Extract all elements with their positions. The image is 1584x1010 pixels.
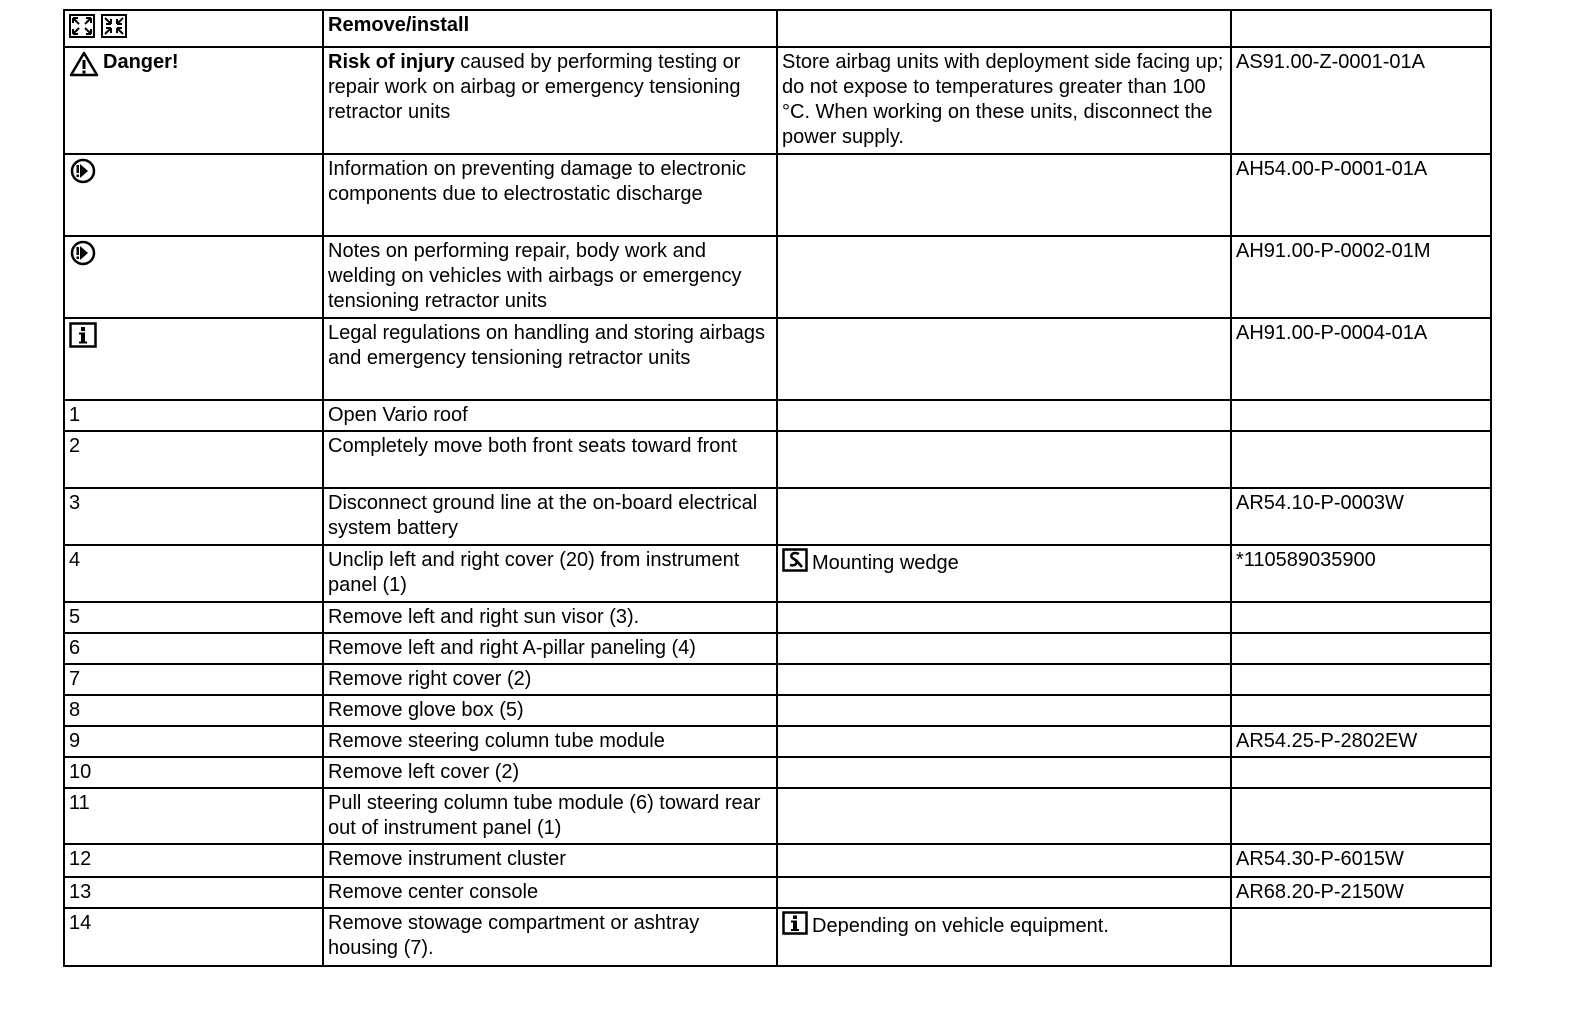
step-number: 5 bbox=[64, 602, 323, 633]
step-ref bbox=[1231, 602, 1491, 633]
step-text: Pull steering column tube module (6) toward rear out of instrument panel (1) bbox=[323, 788, 777, 844]
danger-text-bold: Risk of injury bbox=[328, 51, 455, 73]
step-ref bbox=[1231, 908, 1491, 966]
step-row bbox=[64, 400, 1491, 431]
step-remark bbox=[777, 757, 1231, 788]
step-row bbox=[64, 788, 1491, 844]
danger-row bbox=[64, 47, 1491, 154]
notice-ref: AH91.00-P-0002-01M bbox=[1231, 236, 1491, 318]
step-number: 3 bbox=[64, 488, 323, 545]
step-ref bbox=[1231, 400, 1491, 431]
warning-triangle-icon bbox=[69, 51, 99, 84]
step-remark bbox=[777, 664, 1231, 695]
step-number: 2 bbox=[64, 431, 323, 488]
step-ref bbox=[1231, 431, 1491, 488]
header-title: Remove/install bbox=[323, 10, 777, 47]
notice-remark bbox=[777, 154, 1231, 236]
step-row bbox=[64, 633, 1491, 664]
notice-row bbox=[64, 154, 1491, 236]
step-remark bbox=[777, 431, 1231, 488]
info-remark bbox=[777, 318, 1231, 400]
step-row bbox=[64, 844, 1491, 877]
step-ref: AR54.10-P-0003W bbox=[1231, 488, 1491, 545]
step-row bbox=[64, 877, 1491, 908]
step-ref: *110589035900 bbox=[1231, 545, 1491, 602]
step-number: 7 bbox=[64, 664, 323, 695]
step-text: Remove right cover (2) bbox=[323, 664, 777, 695]
remove-icon bbox=[69, 14, 95, 45]
notice-text: Information on preventing damage to electronic components due to electrostatic discharge bbox=[323, 154, 777, 236]
step-remark bbox=[777, 400, 1231, 431]
notice-remark bbox=[777, 236, 1231, 318]
step-row bbox=[64, 695, 1491, 726]
step-row bbox=[64, 431, 1491, 488]
step-row bbox=[64, 726, 1491, 757]
step-remark-cell bbox=[777, 908, 1231, 966]
step-text: Remove left cover (2) bbox=[323, 757, 777, 788]
step-text: Remove steering column tube module bbox=[323, 726, 777, 757]
danger-ref: AS91.00-Z-0001-01A bbox=[1231, 47, 1491, 154]
notice-icon bbox=[69, 158, 97, 191]
step-text: Remove instrument cluster bbox=[323, 844, 777, 877]
header-remark-cell bbox=[777, 10, 1231, 47]
notice-row bbox=[64, 236, 1491, 318]
notice-icon bbox=[69, 240, 97, 273]
step-number: 14 bbox=[64, 908, 323, 966]
step-remark bbox=[777, 602, 1231, 633]
step-text: Remove left and right sun visor (3). bbox=[323, 602, 777, 633]
info-icon bbox=[69, 322, 97, 355]
step-remark-cell bbox=[777, 545, 1231, 602]
info-ref: AH91.00-P-0004-01A bbox=[1231, 318, 1491, 400]
step-row bbox=[64, 602, 1491, 633]
step-text: Disconnect ground line at the on-board electrical system battery bbox=[323, 488, 777, 545]
info-icon-cell bbox=[64, 318, 323, 400]
step-ref bbox=[1231, 788, 1491, 844]
step-number: 4 bbox=[64, 545, 323, 602]
notice-ref: AH54.00-P-0001-01A bbox=[1231, 154, 1491, 236]
step-row bbox=[64, 757, 1491, 788]
notice-icon-cell bbox=[64, 236, 323, 318]
step-ref: AR68.20-P-2150W bbox=[1231, 877, 1491, 908]
step-number: 6 bbox=[64, 633, 323, 664]
step-remark: Mounting wedge bbox=[812, 552, 959, 574]
step-remark bbox=[777, 788, 1231, 844]
step-row bbox=[64, 908, 1491, 966]
step-number: 13 bbox=[64, 877, 323, 908]
step-text: Remove stowage compartment or ashtray housing (7). bbox=[323, 908, 777, 966]
step-remark bbox=[777, 695, 1231, 726]
step-remark bbox=[777, 844, 1231, 877]
header-icons-cell bbox=[64, 10, 323, 47]
step-remark bbox=[777, 877, 1231, 908]
danger-text: caused by performing testing or repair work on airbag or emergency tensioning retractor units bbox=[328, 51, 741, 123]
header-row bbox=[64, 10, 1491, 47]
step-ref: AR54.30-P-6015W bbox=[1231, 844, 1491, 877]
step-number: 10 bbox=[64, 757, 323, 788]
step-text: Remove glove box (5) bbox=[323, 695, 777, 726]
step-ref: AR54.25-P-2802EW bbox=[1231, 726, 1491, 757]
notice-text: Notes on performing repair, body work and welding on vehicles with airbags or emergency tensioning retractor units bbox=[323, 236, 777, 318]
step-text: Remove left and right A-pillar paneling (4) bbox=[323, 633, 777, 664]
step-ref bbox=[1231, 633, 1491, 664]
special-tool-icon bbox=[782, 548, 808, 579]
step-ref bbox=[1231, 757, 1491, 788]
procedure-table bbox=[63, 9, 1492, 967]
step-number: 12 bbox=[64, 844, 323, 877]
info-row bbox=[64, 318, 1491, 400]
step-ref bbox=[1231, 695, 1491, 726]
step-remark: Depending on vehicle equipment. bbox=[812, 915, 1109, 937]
step-text: Completely move both front seats toward front bbox=[323, 431, 777, 488]
step-ref bbox=[1231, 664, 1491, 695]
step-text: Remove center console bbox=[323, 877, 777, 908]
step-number: 11 bbox=[64, 788, 323, 844]
step-number: 8 bbox=[64, 695, 323, 726]
header-ref-cell bbox=[1231, 10, 1491, 47]
info-icon bbox=[782, 911, 808, 942]
info-text: Legal regulations on handling and storing airbags and emergency tensioning retractor units bbox=[323, 318, 777, 400]
step-number: 9 bbox=[64, 726, 323, 757]
step-text: Unclip left and right cover (20) from instrument panel (1) bbox=[323, 545, 777, 602]
danger-text-cell bbox=[323, 47, 777, 154]
danger-remark: Store airbag units with deployment side facing up; do not expose to temperatures greater than 100 °C. When working on these units, disconnect the power supply. bbox=[777, 47, 1231, 154]
danger-label-cell bbox=[64, 47, 323, 154]
step-row bbox=[64, 488, 1491, 545]
notice-icon-cell bbox=[64, 154, 323, 236]
install-icon bbox=[101, 14, 127, 45]
step-remark bbox=[777, 726, 1231, 757]
step-text: Open Vario roof bbox=[323, 400, 777, 431]
step-row bbox=[64, 664, 1491, 695]
step-remark bbox=[777, 633, 1231, 664]
danger-label: Danger! bbox=[103, 51, 179, 73]
step-row bbox=[64, 545, 1491, 602]
step-number: 1 bbox=[64, 400, 323, 431]
step-remark bbox=[777, 488, 1231, 545]
